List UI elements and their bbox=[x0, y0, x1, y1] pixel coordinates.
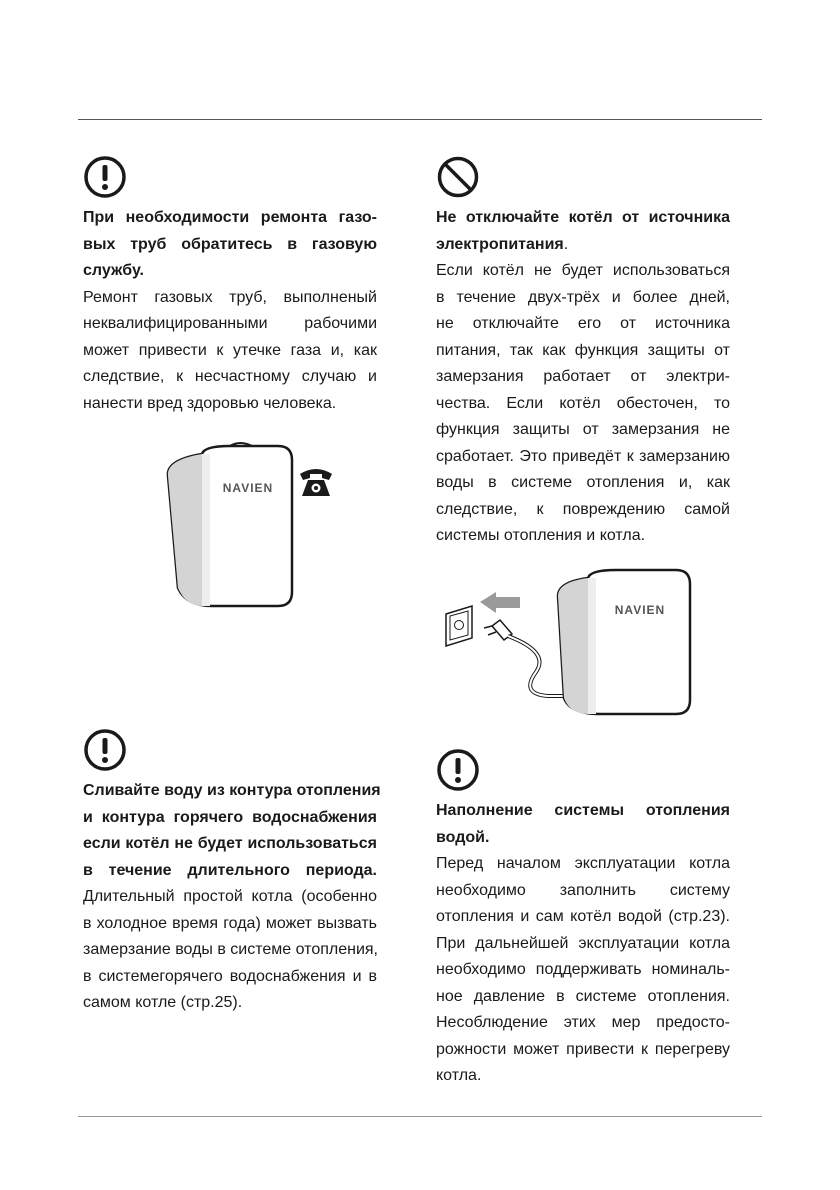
body-line: замерзание воды в системе отопления, bbox=[83, 941, 378, 958]
warning-drain-water bbox=[83, 728, 381, 1017]
body-line: замерзания работает от электри- bbox=[436, 368, 730, 385]
body-line: не отключайте его от источника bbox=[436, 315, 730, 332]
body-line: питания, так как функция защиты от bbox=[436, 341, 730, 359]
section-heading bbox=[436, 205, 730, 258]
body-line: необходимо заполнить систему bbox=[436, 881, 730, 899]
heading-line: вых труб обратитесь в газовую bbox=[83, 235, 377, 253]
body-line: функция защиты от замерзания не bbox=[436, 421, 730, 438]
heading-text: электропитания bbox=[436, 235, 564, 253]
body-line: нанести вред здоровью человека. bbox=[83, 394, 337, 412]
prohibited-icon bbox=[436, 155, 480, 199]
section-heading bbox=[83, 778, 381, 884]
brand-logo: NAVIEN bbox=[614, 603, 666, 617]
body-line: необходимо поддерживать номиналь- bbox=[436, 961, 730, 978]
body-line: отопления и сам котёл водой (стр.23). bbox=[436, 908, 730, 925]
warning-gas-repair bbox=[83, 155, 377, 417]
body-line: Несоблюдение этих мер предосто- bbox=[436, 1014, 730, 1031]
section-heading bbox=[83, 205, 377, 285]
body-line: в холодное время года) может вызвать bbox=[83, 914, 377, 932]
telephone-icon bbox=[300, 469, 332, 496]
body-line: в течение двух-трёх и более дней, bbox=[436, 288, 730, 306]
heading-line: При необходимости ремонта газо- bbox=[83, 209, 377, 226]
brand-logo: NAVIEN bbox=[222, 481, 274, 495]
top-rule bbox=[78, 119, 762, 120]
heading-line bbox=[436, 232, 730, 259]
warning-fill-system bbox=[436, 748, 730, 1090]
body-line: в системегорячего водоснабжения и в bbox=[83, 967, 377, 985]
boiler-illustration bbox=[168, 443, 292, 606]
exclamation-circle-icon bbox=[436, 748, 480, 792]
heading-line: Не отключайте котёл от источника bbox=[436, 209, 730, 226]
heading-line: если котёл не будет использоваться bbox=[83, 835, 377, 852]
boiler-phone-illustration bbox=[160, 440, 350, 610]
body-line: неквалифицированными рабочими bbox=[83, 315, 377, 332]
body-line: котла. bbox=[436, 1067, 482, 1084]
section-body bbox=[436, 851, 730, 1090]
body-line: сработает. Это приведёт к замерзанию bbox=[436, 447, 730, 465]
body-line: ное давление в системе отопления. bbox=[436, 987, 730, 1005]
body-line: рожности может привести к перегреву bbox=[436, 1040, 730, 1058]
section-body bbox=[83, 285, 377, 418]
boiler-plug-illustration bbox=[440, 562, 700, 722]
body-line: может привести к утечке газа и, как bbox=[83, 341, 377, 359]
bottom-rule bbox=[78, 1116, 762, 1117]
warning-power bbox=[436, 155, 730, 550]
body-line: чества. Если котёл обесточен, то bbox=[436, 394, 730, 412]
heading-line: и контура горячего водоснабжения bbox=[83, 808, 377, 826]
body-line: Ремонт газовых труб, выполненый bbox=[83, 288, 377, 306]
body-line: системы отопления и котла. bbox=[436, 527, 646, 544]
heading-line: в течение длительного периода. bbox=[83, 861, 377, 879]
body-line: Длительный простой котла (особенно bbox=[83, 888, 377, 905]
arrow-left-icon bbox=[480, 592, 520, 613]
exclamation-circle-icon bbox=[83, 728, 127, 772]
heading-suffix: . bbox=[563, 235, 569, 253]
section-heading bbox=[436, 798, 730, 851]
wall-socket-icon bbox=[446, 606, 472, 646]
body-line: самом котле (стр.25). bbox=[83, 994, 243, 1011]
heading-line: Наполнение системы отопления bbox=[436, 802, 730, 819]
exclamation-circle-icon bbox=[83, 155, 127, 199]
body-line: Если котёл не будет использоваться bbox=[436, 262, 730, 279]
heading-line: водой. bbox=[436, 828, 490, 846]
heading-line: Сливайте воду из контура отопления bbox=[83, 782, 381, 799]
section-body bbox=[436, 258, 730, 550]
boiler-illustration bbox=[558, 570, 690, 714]
heading-line: службу. bbox=[83, 262, 144, 279]
body-line: Перед началом эксплуатации котла bbox=[436, 855, 730, 872]
body-line: следствие, к повреждению самой bbox=[436, 500, 730, 518]
body-line: следствие, к несчастному случаю и bbox=[83, 368, 377, 385]
section-body bbox=[83, 884, 377, 1017]
body-line: воды в системе отопления и, как bbox=[436, 474, 730, 491]
body-line: При дальнейшей эксплуатации котла bbox=[436, 934, 730, 952]
